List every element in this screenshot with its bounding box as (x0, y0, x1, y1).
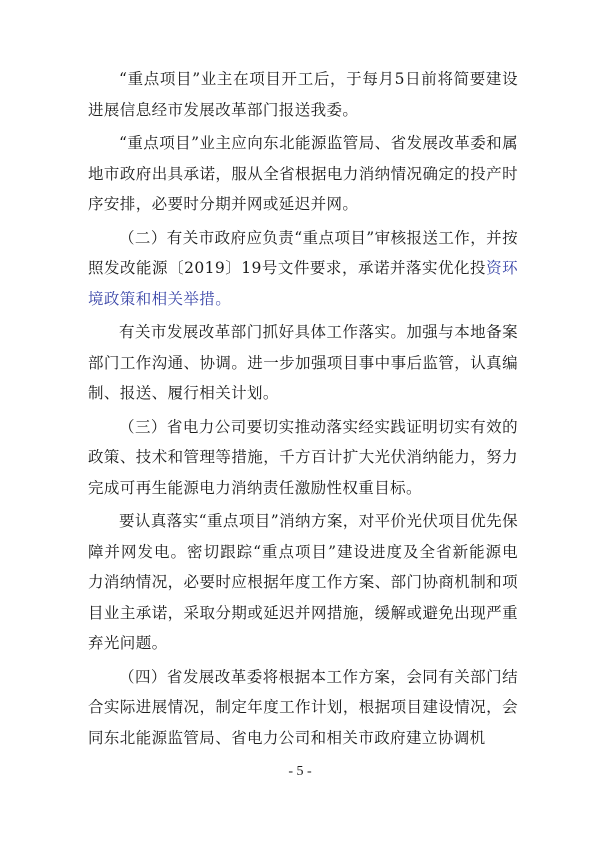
paragraph-3-highlight: 资环境政策和相关举措。 (88, 259, 518, 308)
paragraph-7: （四）省发展改革委将根据本工作方案，会同有关部门结合实际进展情况，制定年度工作计划，根据项目建设情况，会同东北能源监管局、省电力公司和相关市政府建立协调机 (88, 667, 518, 747)
paragraph-1: “重点项目”业主在项目开工后，于每月5日前将简要建设进展信息经市发展改革部门报送我委。 (88, 70, 518, 119)
paragraph-3-text: （二）有关市政府应负责“重点项目”审核报送工作，并按照发改能源〔2019〕19号文件要求，承诺并落实优化投 (88, 228, 518, 277)
page-number: - 5 - (288, 764, 312, 779)
paragraph-2: “重点项目”业主应向东北能源监管局、省发展改革委和属地市政府出具承诺，服从全省根据电力消纳情况确定的投产时序安排，必要时分期并网或延迟并网。 (88, 134, 518, 213)
document-body (88, 64, 518, 756)
paragraph-4: 有关市发展改革部门抓好具体工作落实。加强与本地备案部门工作沟通、协调。进一步加强项目事中事后监管，认真编制、报送、履行相关计划。 (88, 323, 518, 402)
paragraph-5: （三）省电力公司要切实推动落实经实践证明切实有效的政策、技术和管理等措施，千方百计扩大光伏消纳能力，努力完成可再生能源电力消纳责任激励性权重目标。 (88, 417, 518, 497)
paragraph-6: 要认真落实“重点项目”消纳方案，对平价光伏项目优先保障并网发电。密切跟踪“重点项目”建设进度及全省新能源电力消纳情况，必要时应根据年度工作方案、部门协商机制和项目业主承诺，采取分期或延迟并网措施，缓解或避免出现严重弃光问题。 (88, 512, 518, 652)
paragraph-3 (88, 223, 518, 315)
